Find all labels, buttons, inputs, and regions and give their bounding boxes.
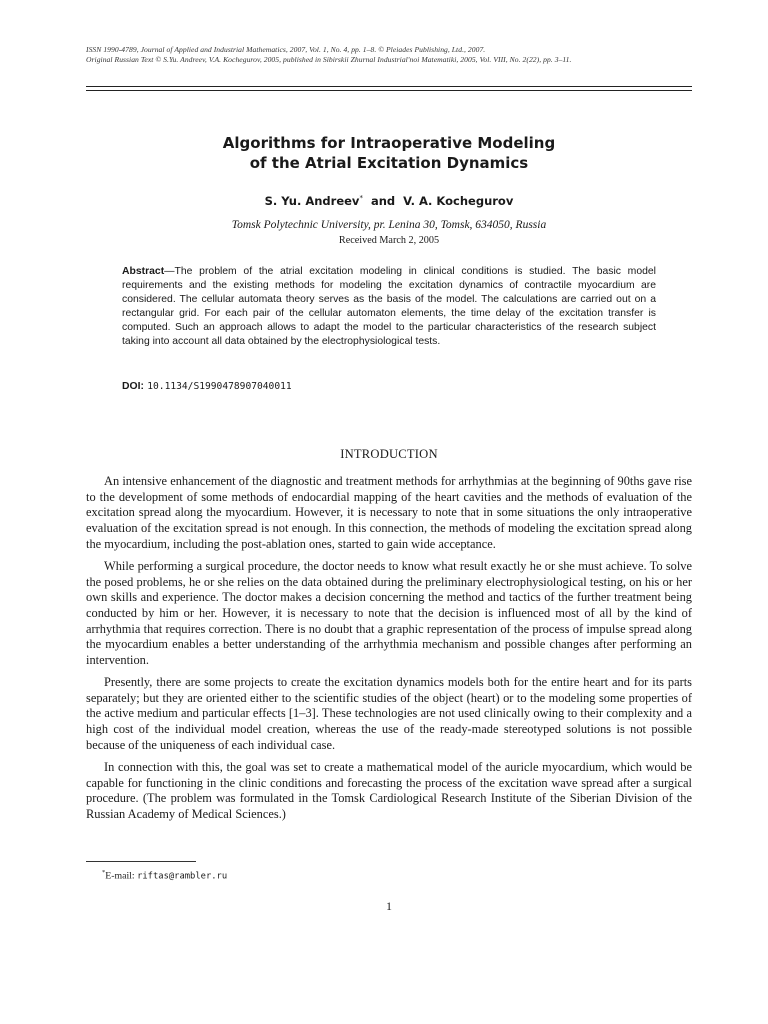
author-joiner: and <box>370 193 396 208</box>
author-list <box>86 190 692 209</box>
footnote-rule <box>86 861 196 862</box>
header-rule <box>86 86 692 87</box>
paragraph: In connection with this, the goal was set to create a mathematical model of the auricle myocardium, which would be capable for functioning in the clinic conditions and forecasting the process of the excitation wave spread after a surgical procedure. (The problem was formulated in the Tomsk Cardiological Research Institute of the Siberian Division of the Russian Academy of Medical Sciences.) <box>86 759 692 821</box>
email-link[interactable]: riftas@rambler.ru <box>137 871 228 882</box>
abstract-dash: — <box>164 266 175 277</box>
title-line-1: Algorithms for Intraoperative Modeling <box>222 134 556 152</box>
abstract <box>122 265 656 350</box>
footnote <box>102 867 227 882</box>
received-date: Received March 2, 2005 <box>338 235 440 246</box>
doi-label: DOI: <box>122 381 144 392</box>
author-andreev: S. Yu. Andreev <box>264 193 360 208</box>
paper-title <box>86 133 692 173</box>
running-head <box>86 45 696 65</box>
abstract-text: The problem of the atrial excitation modeling in clinical conditions is studied. The basic model requirements and the existing methods for modeling the excitation dynamics of contractile myocardium are considered. The cellular automata theory serves as the basis of the model. The calculations are carried out on a rectangular grid. For each pair of the cellular automaton elements, the time delay of the excitation transfer is computed. Such an approach allows to adapt the model to the particular characteristics of the research subject taking into account all data obtained by the electrophysiological tests. <box>122 266 656 348</box>
title-line-2: of the Atrial Excitation Dynamics <box>249 154 529 172</box>
author-kochegurov: V. A. Kochegurov <box>403 193 514 208</box>
doi-link[interactable]: 10.1134/S1990478907040011 <box>147 381 292 392</box>
doi <box>122 379 656 394</box>
page-number: 1 <box>386 899 392 913</box>
paragraph: While performing a surgical procedure, the doctor needs to know what result exactly he or she must achieve. To solve the posed problems, he or she relies on the data obtained during the preliminary electrophysiological testing, on his or her own skills and experience. The doctor makes a decision concerning the method and tactics of the further treatment being conducted by him or her. However, it is necessary to note that the decision is influenced most of all by the kind of arrhythmia that requires correction. There is no doubt that a graphic representation of the process of impulse spread along the myocardium enables a better understanding of the arrhythmia mechanism and possible changes after performing an intervention. <box>86 558 692 668</box>
original-text-citation: Original Russian Text © S.Yu. Andreev, V.A. Kochegurov, 2005, published in Sibirskii Zhurnal Industrial'noi Matematiki, 2005, Vol. VIII, No. 2(22), pp. 3–11. <box>86 55 572 64</box>
footnote-marker: * <box>359 194 363 202</box>
paragraph: An intensive enhancement of the diagnostic and treatment methods for arrhythmias at the beginning of 90ths gave rise to the development of some methods of endocardial mapping of the heart cavities and the methods of evaluation of the excitation spread along the myocardium. However, it is necessary to note that in some situations the only intraoperative evaluation of the excitation spread is not enough. In this connection, the methods of modeling the excitation spread along the myocardium, including the post-ablation ones, started to gain wide acceptance. <box>86 474 692 551</box>
paragraph: Presently, there are some projects to create the excitation dynamics models both for the entire heart and for its parts separately; but they are oriented either to the scientific studies of the object (heart) or to the modeling some properties of the active medium and particular effects [1–3]. These technologies are not used clinically owing to their complexity and a high cost of the individual model creation, whereas the use of the ready-made stereotyped solutions is not possible because of the uniqueness of each individual case. <box>86 675 692 752</box>
introduction-body <box>86 474 692 829</box>
section-heading-introduction: INTRODUCTION <box>340 447 438 461</box>
footnote-label: E-mail: <box>105 870 135 882</box>
journal-citation: ISSN 1990-4789, Journal of Applied and Industrial Mathematics, 2007, Vol. 1, No. 4, pp. 1–8. © Pleiades Publishing, Ltd., 2007. <box>86 45 486 54</box>
abstract-label: Abstract <box>122 266 165 277</box>
header-rule-second <box>86 90 692 91</box>
affiliation: Tomsk Polytechnic University, pr. Lenina 30, Tomsk, 634050, Russia <box>231 219 547 231</box>
footnote-mark: * <box>102 869 106 876</box>
